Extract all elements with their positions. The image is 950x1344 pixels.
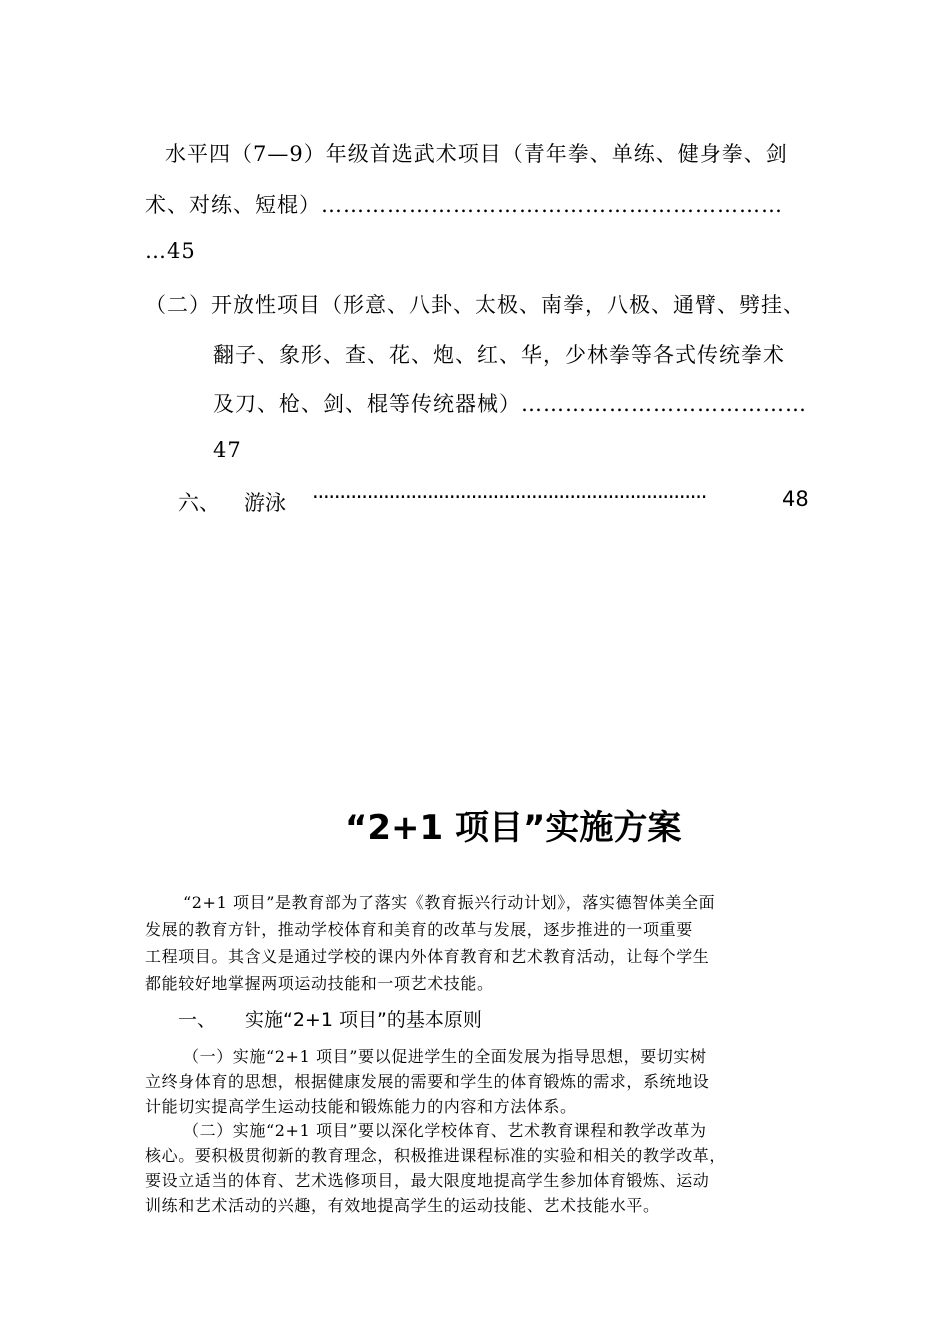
page-title: “2+1 项目”实施方案 (345, 808, 682, 848)
toc-entry-level4-line2: 术、对练、短棍）……………………………………………………… (145, 193, 783, 217)
intro-line-1: “2+1 项目”是教育部为了落实《教育振兴行动计划》，落实德智体美全面 (183, 893, 716, 912)
intro-line-4: 都能较好地掌握两项运动技能和一项艺术技能。 (145, 974, 494, 993)
toc-entry-open-line1: （二）开放性项目（形意、八卦、太极、南拳，八极、通臂、劈挂、 (145, 293, 805, 317)
toc-entry-swim-number: 六、 (178, 491, 220, 515)
toc-entry-swim-leader: ········································································ (312, 485, 707, 509)
toc-entry-swim-page: 48 (782, 487, 809, 511)
para-2-line-2: 核心。要积极贯彻新的教育理念，积极推进课程标准的实验和相关的教学改革， (145, 1146, 727, 1165)
intro-line-2: 发展的教育方针，推动学校体育和美育的改革与发展，逐步推进的一项重要 (145, 920, 693, 939)
toc-entry-open-page: 47 (213, 438, 242, 462)
toc-entry-swim-label: 游泳 (244, 491, 286, 515)
para-1-line-1: （一）实施“2+1 项目”要以促进学生的全面发展为指导思想，要切实树 (183, 1047, 707, 1066)
intro-line-3: 工程项目。其含义是通过学校的课内外体育教育和艺术教育活动，让每个学生 (145, 947, 710, 966)
toc-entry-level4-page: …45 (145, 239, 196, 263)
para-2-line-4: 训练和艺术活动的兴趣，有效地提高学生的运动技能、艺术技能水平。 (145, 1196, 660, 1215)
toc-entry-level4-line1: 水平四（7—9）年级首选武术项目（青年拳、单练、健身拳、剑 (165, 142, 788, 166)
section-1-title: 实施“2+1 项目”的基本原则 (245, 1009, 482, 1031)
para-1-line-2: 立终身体育的思想，根据健康发展的需要和学生的体育锻炼的需求，系统地设 (145, 1072, 710, 1091)
para-2-line-3: 要设立适当的体育、艺术选修项目，最大限度地提高学生参加体育锻炼、运动 (145, 1171, 710, 1190)
para-1-line-3: 计能切实提高学生运动技能和锻炼能力的内容和方法体系。 (145, 1097, 577, 1116)
toc-entry-open-line2: 翻子、象形、查、花、炮、红、华，少林拳等各式传统拳术 (213, 343, 785, 367)
toc-entry-open-line3: 及刀、枪、剑、棍等传统器械）………………………………… (213, 392, 807, 416)
section-1-number: 一、 (178, 1009, 217, 1031)
para-2-line-1: （二）实施“2+1 项目”要以深化学校体育、艺术教育课程和教学改革为 (183, 1121, 707, 1140)
